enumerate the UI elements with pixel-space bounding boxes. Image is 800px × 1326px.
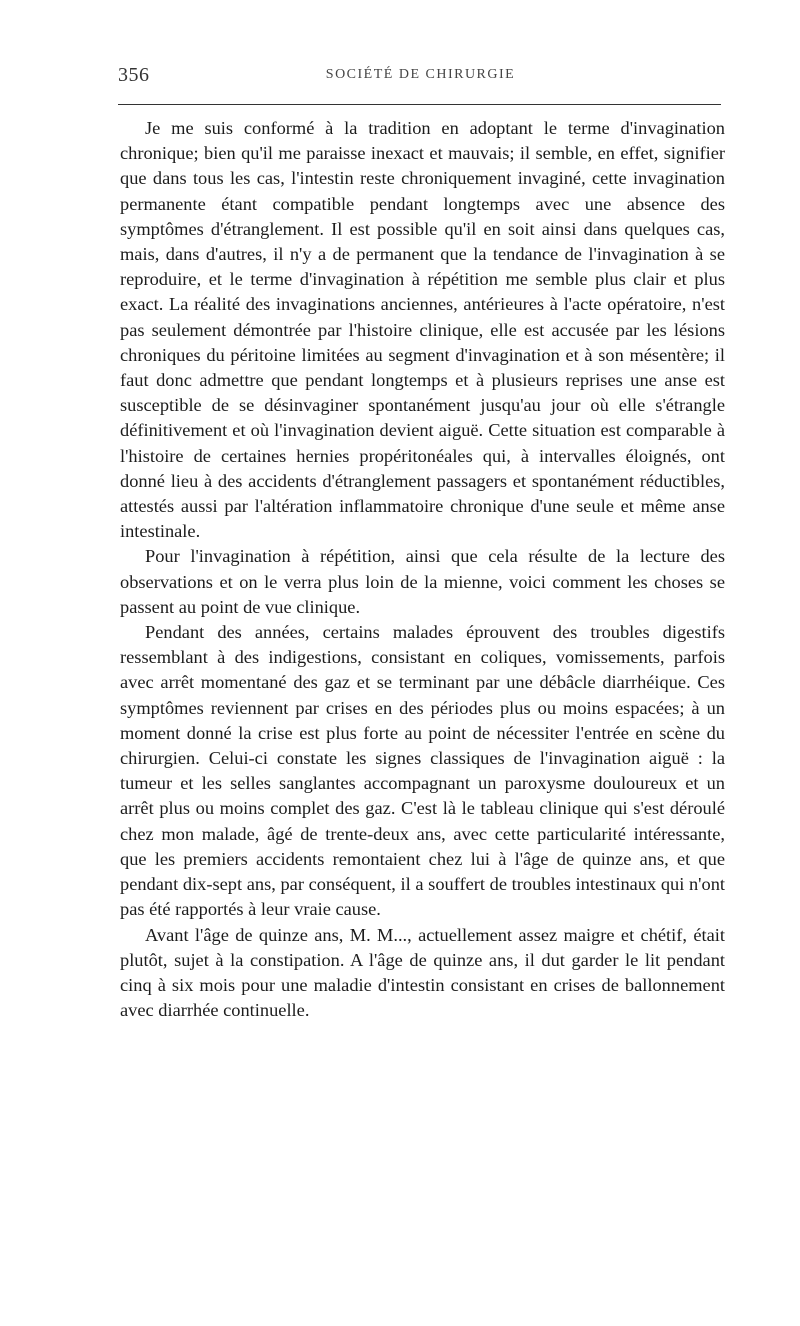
paragraph: Je me suis conformé à la tradition en adoptant le terme d'invagination chronique; bien qu'il me paraisse inexact et mauvais; il semble, en effet, signifier que dans tous les cas, l'intestin reste chroniquement invaginé, cette invagination permanente étant compatible pendant longtemps avec une absence des symptômes d'étranglement. Il est possible qu'il en soit ainsi dans quelques cas, mais, dans d'autres, il n'y a de permanent que la tendance de l'invagination à se reproduire, et le terme d'invagination à répétition me semble plus clair et plus exact. La réalité des invaginations anciennes, antérieures à l'acte opératoire, n'est pas seulement démontrée par l'histoire clinique, elle est accusée par les lésions chroniques du péritoine limitées au segment d'invagination et à son mésentère; il faut donc admettre que pendant longtemps et à plusieurs reprises une anse est susceptible de se désinvaginer spontanément jusqu'au jour où elle s'étrangle définitivement et où l'invagination devient aiguë. Cette situation est comparable à l'histoire de certaines hernies propéritonéales qui, à intervalles éloignés, ont donné lieu à des accidents d'étranglement passagers et spontanément réductibles, attestés aussi par l'altération inflammatoire chronique d'une seule et même anse intestinale. [120, 118, 725, 542]
body-text [120, 116, 725, 1023]
header-rule [118, 104, 721, 105]
paragraph: Pour l'invagination à répétition, ainsi que cela résulte de la lecture des observations et on le verra plus loin de la mienne, voici comment les choses se passent au point de vue clinique. [120, 546, 725, 617]
paragraph: Avant l'âge de quinze ans, M. M..., actuellement assez maigre et chétif, était plutôt, sujet à la constipation. A l'âge de quinze ans, il dut garder le lit pendant cinq à six mois pour une maladie d'intestin consistant en crises de ballonnement avec diarrhée continuelle. [120, 924, 725, 1021]
page-header [118, 58, 723, 88]
page-number: 356 [118, 64, 150, 86]
running-head: SOCIÉTÉ DE CHIRURGIE [325, 67, 516, 82]
paragraph: Pendant des années, certains malades éprouvent des troubles digestifs ressemblant à des indigestions, consistant en coliques, vomissements, parfois avec arrêt momentané des gaz et se terminant par une débâcle diarrhéique. Ces symptômes reviennent par crises en des périodes plus ou moins espacées; à un moment donné la crise est plus forte au point de nécessiter l'entrée en scène du chirurgien. Celui-ci constate les signes classiques de l'invagination aiguë : la tumeur et les selles sanglantes accompagnant un paroxysme douloureux et un arrêt plus ou moins complet des gaz. C'est là le tableau clinique qui s'est déroulé chez mon malade, âgé de trente-deux ans, avec cette particularité intéressante, que les premiers accidents remontaient chez lui à l'âge de quinze ans, et que pendant dix-sept ans, par conséquent, il a souffert de troubles intestinaux qui n'ont pas été rapportés à leur vraie cause. [120, 622, 725, 920]
